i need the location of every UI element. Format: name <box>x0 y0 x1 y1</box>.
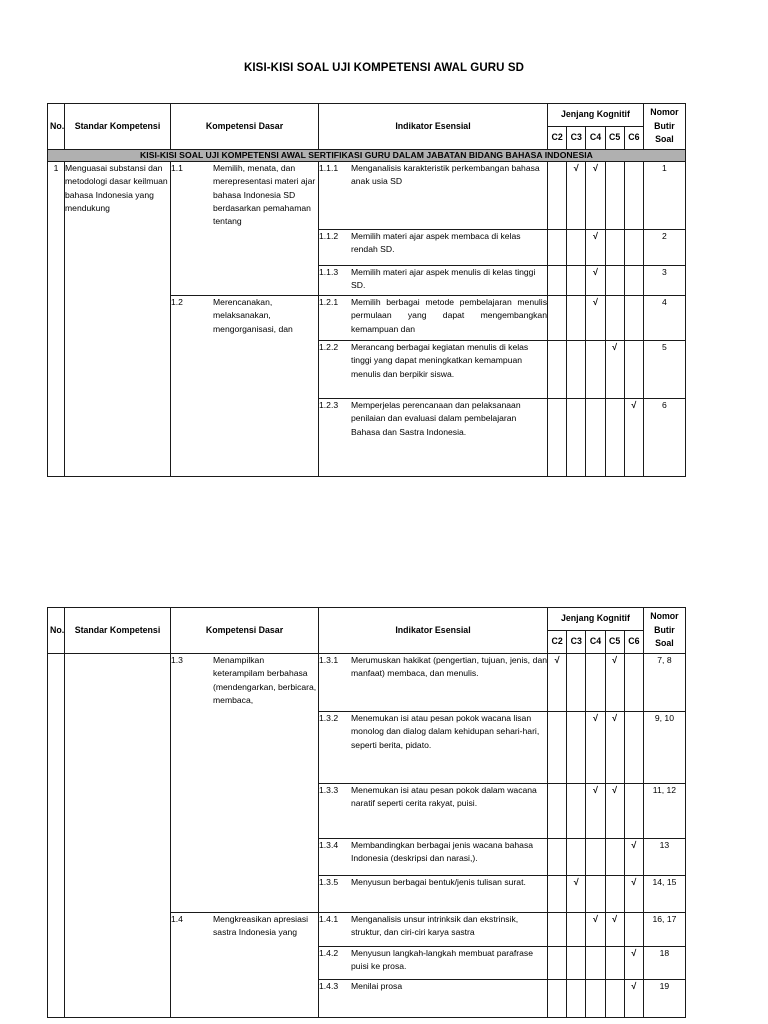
ie-text: Menemukan isi atau pesan pokok dalam wacana naratif seperti cerita rakyat, puisi. <box>351 784 537 809</box>
cell-check-c4: √ <box>586 162 605 230</box>
table-header <box>48 608 686 654</box>
header-no: No. <box>48 608 65 654</box>
cell-check-c4 <box>586 399 605 477</box>
ie-code: 1.4.1 <box>319 913 339 924</box>
cell-check-c5 <box>605 296 624 341</box>
cell-check-c6 <box>624 296 643 341</box>
ie-text: Merumuskan hakikat (pengertian, tujuan, jenis, dan manfaat) membaca, dan menulis. <box>351 654 547 679</box>
cell-check-c6 <box>624 912 643 946</box>
cell-check-c2 <box>548 399 567 477</box>
kd-code: 1.1 <box>171 163 183 174</box>
ie-code: 1.2.2 <box>319 342 339 353</box>
header-level-c3: C3 <box>567 630 586 653</box>
kd-text: Merencanakan, melaksanakan, mengorganisasi, dan <box>213 297 293 334</box>
cell-nomor-soal: 2 <box>643 230 685 266</box>
cell-check-c4: √ <box>586 711 605 783</box>
cell-indikator-esensial <box>319 875 548 912</box>
ie-text: Menemukan isi atau pesan pokok wacana lisan monolog dan dialog dalam kehidupan sehari-hari, seperti berita, pidato. <box>351 712 540 750</box>
header-butir: Butir <box>654 624 675 635</box>
kd-code: 1.4 <box>171 913 183 924</box>
cell-check-c4 <box>586 875 605 912</box>
cell-check-c2 <box>548 838 567 875</box>
ie-text: Memilih materi ajar aspek menulis di kelas tinggi SD. <box>351 267 536 291</box>
cell-check-c6: √ <box>624 875 643 912</box>
cell-check-c5 <box>605 230 624 266</box>
cell-indikator-esensial <box>319 341 548 399</box>
cell-check-c3 <box>567 399 586 477</box>
cell-check-c3 <box>567 946 586 979</box>
cell-check-c3 <box>567 912 586 946</box>
cell-check-c3 <box>567 979 586 1017</box>
header-level-c5: C5 <box>605 126 624 149</box>
cell-no: 1 <box>48 162 65 477</box>
cell-check-c3 <box>567 653 586 711</box>
cell-check-c6 <box>624 266 643 296</box>
cell-nomor-soal: 19 <box>643 979 685 1017</box>
page-title: KISI-KISI SOAL UJI KOMPETENSI AWAL GURU SD <box>243 62 525 74</box>
cell-check-c4 <box>586 653 605 711</box>
table-row <box>48 653 686 711</box>
cell-indikator-esensial <box>319 783 548 838</box>
cell-check-c6 <box>624 711 643 783</box>
cell-check-c2 <box>548 912 567 946</box>
cell-check-c2 <box>548 296 567 341</box>
kd-text: Memilih, menata, dan merepresentasi materi ajar bahasa Indonesia SD berdasarkan pemahaman tentang <box>213 163 316 227</box>
ie-text: Merancang berbagai kegiatan menulis di kelas tinggi yang dapat meningkatkan kemampuan menulis dan berpikir siswa. <box>351 342 529 379</box>
header-level-c5: C5 <box>605 630 624 653</box>
cell-check-c2 <box>548 162 567 230</box>
ie-text: Menyusun langkah-langkah membuat parafrase puisi ke prosa. <box>351 947 534 972</box>
cell-check-c4: √ <box>586 230 605 266</box>
cell-check-c2 <box>548 783 567 838</box>
cell-check-c3 <box>567 230 586 266</box>
section-banner-row <box>48 149 686 161</box>
header-no: No. <box>48 104 65 150</box>
cell-nomor-soal: 11, 12 <box>643 783 685 838</box>
ie-code: 1.3.2 <box>319 712 339 723</box>
cell-check-c5 <box>605 979 624 1017</box>
cell-check-c6: √ <box>624 979 643 1017</box>
cell-check-c3 <box>567 838 586 875</box>
ie-code: 1.2.1 <box>319 297 339 308</box>
cell-check-c4: √ <box>586 912 605 946</box>
cell-standar-kompetensi: Menguasai substansi dan metodologi dasar keilmuan bahasa Indonesia yang mendukung <box>65 162 171 477</box>
ie-code: 1.3.4 <box>319 839 339 850</box>
cell-check-c2 <box>548 979 567 1017</box>
ie-text: Memperjelas perencanaan dan pelaksanaan penilaian dan evaluasi dalam pembelajaran Bahasa dan Sastra Indonesia. <box>351 400 521 437</box>
ie-code: 1.3.5 <box>319 876 339 887</box>
header-level-c6: C6 <box>624 630 643 653</box>
header-jenjang-kognitif: Jenjang Kognitif <box>548 608 644 631</box>
cell-nomor-soal: 13 <box>643 838 685 875</box>
cell-check-c5 <box>605 266 624 296</box>
header-jenjang-kognitif: Jenjang Kognitif <box>548 104 644 127</box>
cell-no <box>48 653 65 1017</box>
ie-code: 1.2.3 <box>319 400 339 411</box>
cell-check-c4 <box>586 979 605 1017</box>
cell-check-c6 <box>624 341 643 399</box>
cell-indikator-esensial <box>319 711 548 783</box>
cell-check-c4 <box>586 341 605 399</box>
cell-check-c3 <box>567 266 586 296</box>
header-kompetensi-dasar: Kompetensi Dasar <box>171 104 319 150</box>
cell-check-c3 <box>567 711 586 783</box>
kd-code: 1.3 <box>171 654 183 665</box>
section-banner-text: KISI-KISI SOAL UJI KOMPETENSI AWAL SERTIFIKASI GURU DALAM JABATAN BIDANG BAHASA INDONESIA <box>48 149 686 161</box>
cell-check-c5: √ <box>605 783 624 838</box>
ie-code: 1.4.3 <box>319 980 339 991</box>
cell-indikator-esensial <box>319 912 548 946</box>
ie-text: Menilai prosa <box>351 980 403 991</box>
cell-check-c4 <box>586 946 605 979</box>
kd-text: Mengkreasikan apresiasi sastra Indonesia yang <box>213 913 309 938</box>
cell-indikator-esensial <box>319 979 548 1017</box>
ie-text: Memilih materi ajar aspek membaca di kelas rendah SD. <box>351 231 521 255</box>
header-nomor: Nomor <box>650 107 679 117</box>
cell-check-c2 <box>548 946 567 979</box>
ie-code: 1.3.1 <box>319 654 339 665</box>
cell-indikator-esensial <box>319 296 548 341</box>
table-header <box>48 104 686 150</box>
cell-check-c4: √ <box>586 266 605 296</box>
ie-code: 1.1.1 <box>319 163 339 174</box>
cell-indikator-esensial <box>319 266 548 296</box>
header-level-c4: C4 <box>586 126 605 149</box>
header-soal: Soal <box>655 638 674 649</box>
ie-text: Membandingkan berbagai jenis wacana bahasa Indonesia (deskripsi dan narasi,). <box>351 839 534 864</box>
ie-text: Memilih berbagai metode pembelajaran menulis permulaan yang dapat mengembangkan kemampuan dan <box>351 297 547 334</box>
cell-check-c5 <box>605 399 624 477</box>
cell-nomor-soal: 7, 8 <box>643 653 685 711</box>
cell-check-c5: √ <box>605 653 624 711</box>
cell-check-c6: √ <box>624 399 643 477</box>
kd-text: Menampilkan keterampilam berbahasa (mendengarkan, berbicara, membaca, <box>213 654 317 705</box>
ie-text: Menyusun berbagai bentuk/jenis tulisan surat. <box>351 876 526 887</box>
header-level-c4: C4 <box>586 630 605 653</box>
cell-check-c6: √ <box>624 838 643 875</box>
header-level-c2: C2 <box>548 126 567 149</box>
cell-check-c5: √ <box>605 341 624 399</box>
cell-check-c6 <box>624 653 643 711</box>
cell-check-c3: √ <box>567 162 586 230</box>
cell-nomor-soal: 4 <box>643 296 685 341</box>
cell-nomor-soal: 6 <box>643 399 685 477</box>
cell-check-c3 <box>567 783 586 838</box>
cell-kompetensi-dasar <box>171 653 319 912</box>
cell-check-c4 <box>586 838 605 875</box>
header-level-c2: C2 <box>548 630 567 653</box>
cell-nomor-soal: 18 <box>643 946 685 979</box>
cell-standar-kompetensi <box>65 653 171 1017</box>
cell-check-c6: √ <box>624 946 643 979</box>
cell-check-c3: √ <box>567 875 586 912</box>
cell-indikator-esensial <box>319 946 548 979</box>
ie-code: 1.1.3 <box>319 267 339 278</box>
cell-indikator-esensial <box>319 162 548 230</box>
header-nomor: Nomor <box>650 611 679 621</box>
cell-check-c2 <box>548 266 567 296</box>
cell-kompetensi-dasar <box>171 912 319 1017</box>
cell-check-c2 <box>548 711 567 783</box>
cell-kompetensi-dasar <box>171 296 319 477</box>
cell-check-c5 <box>605 946 624 979</box>
header-nomor-butir-soal <box>643 104 685 150</box>
cell-check-c3 <box>567 341 586 399</box>
cell-check-c2 <box>548 230 567 266</box>
kisi-table-part-1 <box>47 103 686 477</box>
header-level-c3: C3 <box>567 126 586 149</box>
ie-code: 1.3.3 <box>319 784 339 795</box>
cell-kompetensi-dasar <box>171 162 319 296</box>
cell-indikator-esensial <box>319 230 548 266</box>
cell-indikator-esensial <box>319 653 548 711</box>
cell-check-c6 <box>624 230 643 266</box>
ie-code: 1.1.2 <box>319 231 339 242</box>
cell-check-c4: √ <box>586 783 605 838</box>
cell-nomor-soal: 5 <box>643 341 685 399</box>
cell-check-c5: √ <box>605 711 624 783</box>
header-standar-kompetensi: Standar Kompetensi <box>65 104 171 150</box>
ie-text: Menganalisis unsur intrinksik dan ekstrinsik, struktur, dan ciri-ciri karya sastra <box>351 913 519 938</box>
kd-code: 1.2 <box>171 297 183 308</box>
cell-check-c5: √ <box>605 912 624 946</box>
cell-check-c3 <box>567 296 586 341</box>
ie-text: Menganalisis karakteristik perkembangan bahasa anak usia SD <box>351 163 540 187</box>
table-row <box>48 162 686 230</box>
cell-check-c2 <box>548 875 567 912</box>
header-indikator-esensial: Indikator Esensial <box>319 608 548 654</box>
header-soal: Soal <box>655 134 674 145</box>
cell-nomor-soal: 3 <box>643 266 685 296</box>
cell-check-c5 <box>605 838 624 875</box>
cell-check-c2 <box>548 341 567 399</box>
header-standar-kompetensi: Standar Kompetensi <box>65 608 171 654</box>
cell-nomor-soal: 9, 10 <box>643 711 685 783</box>
ie-code: 1.4.2 <box>319 947 339 958</box>
cell-check-c4: √ <box>586 296 605 341</box>
cell-check-c5 <box>605 875 624 912</box>
header-nomor-butir-soal <box>643 608 685 654</box>
cell-nomor-soal: 16, 17 <box>643 912 685 946</box>
cell-nomor-soal: 14, 15 <box>643 875 685 912</box>
cell-indikator-esensial <box>319 399 548 477</box>
cell-check-c5 <box>605 162 624 230</box>
cell-check-c6 <box>624 162 643 230</box>
header-level-c6: C6 <box>624 126 643 149</box>
kisi-table-part-2 <box>47 607 686 1018</box>
cell-nomor-soal: 1 <box>643 162 685 230</box>
header-kompetensi-dasar: Kompetensi Dasar <box>171 608 319 654</box>
header-indikator-esensial: Indikator Esensial <box>319 104 548 150</box>
cell-check-c6 <box>624 783 643 838</box>
cell-indikator-esensial <box>319 838 548 875</box>
header-butir: Butir <box>654 120 675 131</box>
cell-check-c2: √ <box>548 653 567 711</box>
